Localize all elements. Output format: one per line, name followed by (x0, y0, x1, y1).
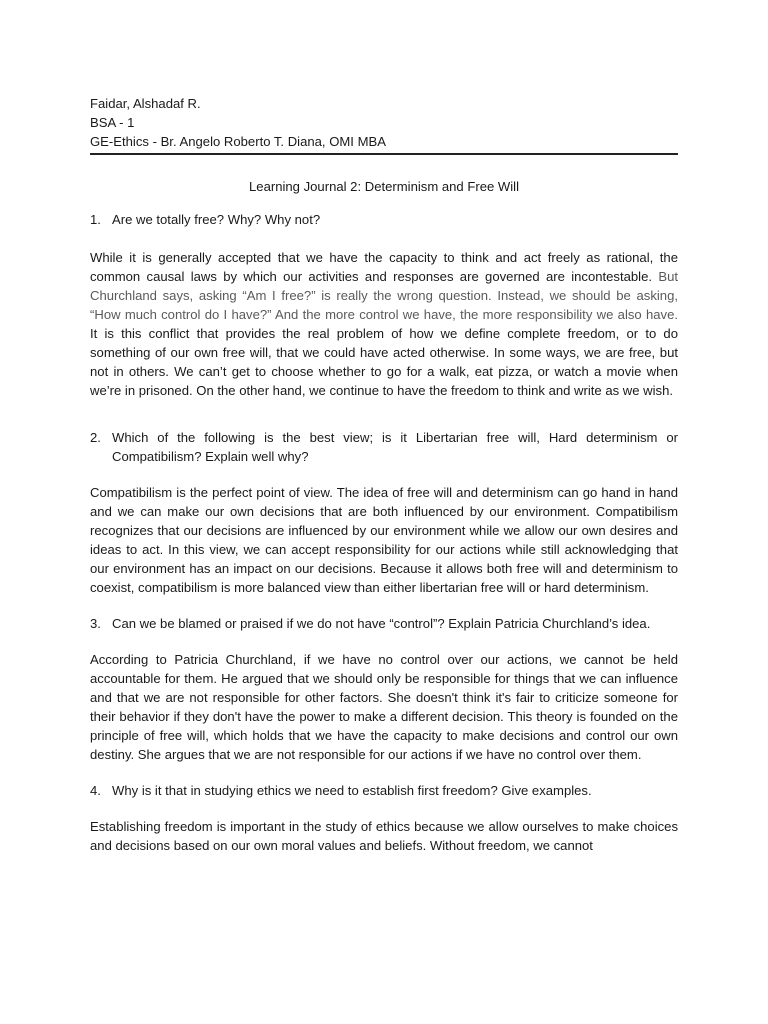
answer-text: It is this conflict that provides the real problem of how we define complete freedom, or to do something of our own free will, that we could have acted otherwise. In some ways, we are free, but not in others. We can’t get to choose whether to go for a walk, eat pizza, or watch a movie when we’re in prisoned. On the other hand, we continue to have the freedom to think and write as we wish. (90, 326, 678, 398)
answer-text: While it is generally accepted that we have the capacity to think and act freely as rational, the common causal laws by which our activities and responses are governed are incontestable. (90, 250, 678, 284)
question-text: Which of the following is the best view; is it Libertarian free will, Hard determinism or Compatibilism? Explain well why? (112, 430, 678, 464)
answer-3: According to Patricia Churchland, if we have no control over our actions, we cannot be held accountable for them. He argued that we should only be responsible for things that we can influence and that we are not responsible for other factors. She doesn't think it's fair to criticize someone for their behavior if they don't have the power to make a different decision. This theory is founded on the principle of free will, which holds that we have the capacity to make decisions and control our own destiny. She argues that we are not responsible for our actions if we have no control over them. (90, 652, 678, 762)
question-number: 4. (90, 783, 101, 798)
document-page (90, 94, 678, 855)
question-2 (90, 428, 678, 466)
question-3 (90, 614, 678, 633)
answer-1 (90, 248, 678, 400)
course-section: BSA - 1 (90, 115, 135, 130)
header-block (90, 94, 678, 151)
question-text: Why is it that in studying ethics we need to establish first freedom? Give examples. (112, 783, 592, 798)
answer-4: Establishing freedom is important in the study of ethics because we allow ourselves to make choices and decisions based on our own moral values and beliefs. Without freedom, we cannot (90, 819, 678, 853)
header-divider (90, 153, 678, 155)
question-4 (90, 781, 678, 800)
journal-title: Learning Journal 2: Determinism and Free Will (249, 179, 519, 194)
churchland-quote: But Churchland says, asking “Am I free?” is really the wrong question. Instead, we should be asking, “How much control do I have?” And the more control we have, the more responsibility we also have. (90, 269, 678, 322)
question-number: 3. (90, 616, 101, 631)
question-number: 1. (90, 212, 101, 227)
student-name: Faidar, Alshadaf R. (90, 96, 201, 111)
question-text: Can we be blamed or praised if we do not have “control”? Explain Patricia Churchland’s idea. (112, 616, 651, 631)
question-1 (90, 210, 678, 229)
subject-instructor: GE-Ethics - Br. Angelo Roberto T. Diana, OMI MBA (90, 134, 386, 149)
answer-2: Compatibilism is the perfect point of view. The idea of free will and determinism can go hand in hand and we can make our own decisions that are both influenced by our environment. Compatibilism recognizes that our decisions are influenced by our environment while we allow our own desires and ideas to act. In this view, we can accept responsibility for our actions while still acknowledging that our environment has an impact on our decisions. Because it allows both free will and determinism to coexist, compatibilism is more balanced view than either libertarian free will or hard determinism. (90, 485, 678, 595)
question-text: Are we totally free? Why? Why not? (112, 212, 321, 227)
question-number: 2. (90, 430, 101, 445)
